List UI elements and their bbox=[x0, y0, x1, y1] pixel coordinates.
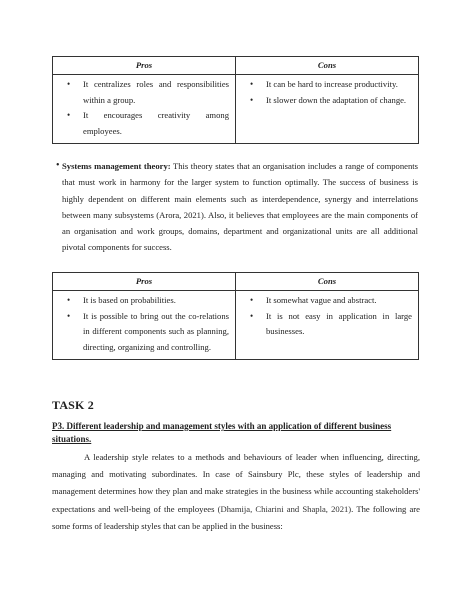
cons-item: • It is not easy in application in large businesses. bbox=[240, 309, 412, 340]
cons-item: • It can be hard to increase productivity. bbox=[240, 77, 412, 93]
paragraph-text: A leadership style relates to a methods and behaviours of leader when influencing, directing, managing and motivating subordinates. In case of Sainsbury Plc, these styles of leadership and management determines how they plan and make strategies in the business while accounting stakeholders' expectations and well-being of the employees bbox=[52, 452, 420, 514]
cons-header: Cons bbox=[236, 57, 419, 75]
citation: (Dhamija, Chiarini and Shapla, 2021) bbox=[217, 503, 352, 514]
systems-theory-paragraph bbox=[56, 158, 418, 256]
cons-item: • It somewhat vague and abstract. bbox=[240, 293, 412, 309]
pros-item: • It encourages creativity among employees. bbox=[57, 108, 229, 139]
bullet-icon: • bbox=[56, 160, 60, 171]
cons-item: • It slower down the adaptation of change. bbox=[240, 93, 412, 109]
cons-cell bbox=[236, 291, 419, 360]
pros-header: Pros bbox=[53, 273, 236, 291]
task-subheading: P3. Different leadership and management styles with an application of different business situations. bbox=[52, 421, 392, 444]
pros-cons-table-1 bbox=[52, 56, 419, 144]
pros-cell bbox=[53, 291, 236, 360]
cons-header: Cons bbox=[236, 273, 419, 291]
cons-cell bbox=[236, 75, 419, 144]
pros-cell bbox=[53, 75, 236, 144]
task-heading: TASK 2 bbox=[52, 398, 94, 412]
pros-item: • It centralizes roles and responsibilities within a group. bbox=[57, 77, 229, 108]
leadership-paragraph bbox=[52, 449, 420, 535]
pros-header: Pros bbox=[53, 57, 236, 75]
pros-cons-table-2 bbox=[52, 272, 419, 360]
pros-item: • It is based on probabilities. bbox=[57, 293, 229, 309]
systems-theory-text: This theory states that an organisation includes a range of components that must work in harmony for the larger system to function optimally. The success of business is highly dependent on different main elements such as interdependence, synergy and interrelations between many subsystems (Arora, 2021). Also, it believes that employees are the main components of an organisation and work groups, domains, department and organizational units are all additional pivotal components for success. bbox=[62, 161, 418, 253]
pros-item: • It is possible to bring out the co-relations in different components such as planning, directing, organizing and controlling. bbox=[57, 309, 229, 356]
paragraph-tail: . The following are some forms of leadership styles that can be applied in the business: bbox=[52, 503, 420, 531]
systems-theory-title: Systems management theory: bbox=[62, 161, 171, 171]
